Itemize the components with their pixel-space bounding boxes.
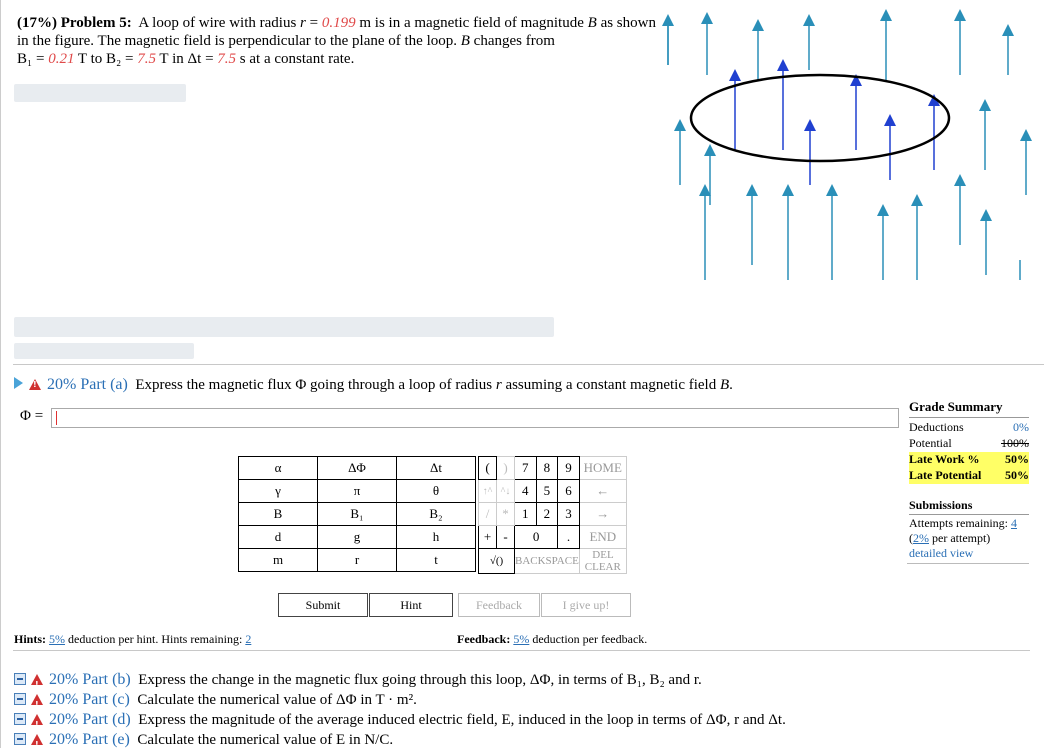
b2-value: 7.5	[137, 51, 156, 67]
divider	[13, 364, 1044, 365]
part-e-row[interactable]	[14, 730, 786, 750]
key-1[interactable]: 1	[515, 503, 537, 526]
part-e-text: Calculate the numerical value of E in N/C.	[137, 732, 394, 748]
parts-list	[14, 670, 786, 750]
r-symbol: r	[495, 377, 502, 393]
key-m[interactable]: m	[239, 549, 318, 572]
key-3[interactable]: 3	[558, 503, 580, 526]
b1-value: 0.21	[48, 51, 75, 67]
feedback-percent[interactable]: 5%	[513, 632, 530, 646]
late-potential-row	[909, 468, 1029, 484]
deductions-label: Deductions	[909, 420, 964, 434]
key-divide[interactable]: /	[479, 503, 497, 526]
deductions-value: 0%	[1013, 420, 1029, 434]
variable-keypad	[238, 456, 476, 572]
expand-arrow-icon[interactable]	[14, 377, 23, 389]
field-lines-inside	[735, 65, 934, 185]
key-h[interactable]: h	[397, 526, 476, 549]
key-multiply[interactable]: *	[497, 503, 515, 526]
key-b1[interactable]: B₁	[318, 503, 397, 526]
hints-remaining: 2	[245, 632, 252, 646]
problem-text: as shown in the figure. The magnetic field is perpendicular to the plane of the loop.	[17, 15, 656, 49]
submissions-title: Submissions	[909, 498, 1029, 515]
per-attempt-text: per attempt)	[932, 531, 991, 545]
attempts-row	[909, 516, 1029, 531]
wire-loop	[691, 75, 949, 161]
key-del-clear[interactable]	[579, 549, 626, 574]
key-g[interactable]: g	[318, 526, 397, 549]
r-symbol: r	[300, 15, 306, 31]
attempts-label: Attempts remaining:	[909, 516, 1008, 530]
key-left-arrow[interactable]: ←	[579, 480, 626, 503]
warning-icon	[31, 714, 43, 725]
part-a-text: Express the magnetic flux Φ going through a loop of radius	[135, 377, 493, 393]
per-attempt-row: (2% per attempt)	[909, 531, 991, 545]
problem-statement: (17%) Problem 5: A loop of wire with radius r = 0.199 m is in a magnetic field of magnitude B as shown in the figure. The magnetic field is perpendicular to the plane of the loop. B changes from B₁ = 0.21 T to B₂ = 7.5 T in Δt = 7.5 s at a constant rate.	[17, 15, 656, 67]
redacted-text	[14, 317, 554, 337]
collapse-icon[interactable]	[14, 713, 26, 725]
key-d[interactable]: d	[239, 526, 318, 549]
attempts-value: 4	[1010, 516, 1017, 530]
answer-input[interactable]	[51, 408, 899, 428]
part-a-percent: 20% Part (a)	[47, 376, 128, 393]
potential-row	[909, 436, 1029, 452]
potential-label: Potential	[909, 436, 952, 450]
key-delta-phi[interactable]: ΔΦ	[318, 457, 397, 480]
hints-text: deduction per hint. Hints remaining:	[68, 632, 243, 646]
key-4[interactable]: 4	[515, 480, 537, 503]
warning-icon	[29, 379, 41, 390]
key-b2[interactable]: B₂	[397, 503, 476, 526]
hints-label: Hints:	[14, 632, 47, 646]
part-c-row[interactable]	[14, 690, 786, 710]
key-clear[interactable]: CLEAR	[584, 561, 621, 573]
feedback-info	[457, 632, 647, 647]
key-open-paren[interactable]: (	[479, 457, 497, 480]
b2-symbol: B₂	[106, 51, 122, 67]
part-d-percent: 20% Part (d)	[49, 711, 131, 728]
key-decimal[interactable]: .	[558, 526, 580, 549]
grade-summary	[909, 399, 1029, 561]
feedback-text: deduction per feedback.	[532, 632, 648, 646]
hint-button[interactable]: Hint	[369, 593, 453, 617]
collapse-icon[interactable]	[14, 673, 26, 685]
part-b-text: Express the change in the magnetic flux going through this loop, ΔΦ, in terms of B₁, B₂ and r.	[138, 672, 702, 688]
key-superscript-down[interactable]: ^↓	[497, 480, 515, 503]
divider	[13, 650, 1030, 651]
magnetic-field-figure	[660, 0, 1044, 290]
key-minus[interactable]: -	[497, 526, 515, 549]
problem-text: s at a constant rate.	[236, 51, 355, 67]
part-c-text: Calculate the numerical value of ΔΦ in T · m².	[137, 692, 417, 708]
redacted-text	[14, 343, 194, 359]
late-work-label: Late Work %	[909, 452, 980, 466]
potential-value: 100%	[1001, 436, 1029, 450]
b-symbol: B	[719, 377, 730, 393]
key-6[interactable]: 6	[558, 480, 580, 503]
radius-value: 0.199	[321, 15, 356, 31]
per-attempt-percent[interactable]: 2%	[913, 531, 929, 545]
key-7[interactable]: 7	[515, 457, 537, 480]
detailed-view-link[interactable]: detailed view	[909, 546, 974, 560]
part-d-row[interactable]	[14, 710, 786, 730]
submit-button[interactable]: Submit	[278, 593, 368, 617]
dt-symbol: Δt	[187, 51, 202, 67]
key-close-paren[interactable]: )	[497, 457, 515, 480]
key-alpha[interactable]: α	[239, 457, 318, 480]
b1-symbol: B₁	[17, 51, 33, 67]
key-home[interactable]: HOME	[579, 457, 626, 480]
warning-icon	[31, 694, 43, 705]
warning-icon	[31, 734, 43, 745]
field-lines	[668, 15, 1026, 280]
key-r[interactable]: r	[318, 549, 397, 572]
part-b-row[interactable]	[14, 670, 786, 690]
key-theta[interactable]: θ	[397, 480, 476, 503]
problem-text: T to	[74, 51, 106, 67]
b-symbol: B	[460, 33, 470, 49]
grade-divider	[907, 563, 1029, 564]
part-a-text: assuming a constant magnetic field	[505, 377, 717, 393]
text-cursor	[56, 411, 57, 425]
key-8[interactable]: 8	[536, 457, 558, 480]
part-b-percent: 20% Part (b)	[49, 671, 131, 688]
dt-value: 7.5	[217, 51, 237, 67]
key-delta-t[interactable]: Δt	[397, 457, 476, 480]
key-t[interactable]: t	[397, 549, 476, 572]
problem-text: A loop of wire with radius	[138, 15, 297, 31]
part-e-percent: 20% Part (e)	[49, 731, 130, 748]
part-a-header[interactable]	[14, 376, 733, 394]
collapse-icon[interactable]	[14, 733, 26, 745]
key-superscript-up[interactable]: ↑^	[479, 480, 497, 503]
feedback-label: Feedback:	[457, 632, 511, 646]
redacted-text	[14, 84, 186, 102]
key-2[interactable]: 2	[536, 503, 558, 526]
part-c-percent: 20% Part (c)	[49, 691, 130, 708]
key-del[interactable]: DEL	[592, 549, 614, 561]
collapse-icon[interactable]	[14, 693, 26, 705]
key-sqrt[interactable]: √()	[479, 549, 515, 574]
deductions-row	[909, 420, 1029, 436]
key-b[interactable]: B	[239, 503, 318, 526]
equals: =	[305, 15, 322, 31]
b-symbol: B	[587, 15, 597, 31]
key-gamma[interactable]: γ	[239, 480, 318, 503]
key-plus[interactable]: +	[479, 526, 497, 549]
key-pi[interactable]: π	[318, 480, 397, 503]
key-0[interactable]: 0	[515, 526, 558, 549]
key-end[interactable]: END	[579, 526, 626, 549]
feedback-button[interactable]: Feedback	[458, 593, 540, 617]
phi-label: Φ =	[20, 408, 44, 424]
part-d-text: Express the magnitude of the average induced electric field, E, induced in the loop in terms of ΔΦ, r and Δt.	[138, 712, 786, 728]
late-work-value: 50%	[1005, 452, 1029, 466]
key-backspace[interactable]: BACKSPACE	[515, 549, 580, 574]
problem-heading: (17%) Problem 5:	[17, 15, 132, 31]
numeric-keypad	[478, 456, 627, 574]
warning-icon	[31, 674, 43, 685]
key-right-arrow[interactable]: →	[579, 503, 626, 526]
grade-summary-title: Grade Summary	[909, 399, 1029, 418]
late-potential-value: 50%	[1005, 468, 1029, 482]
period: .	[729, 377, 733, 393]
key-5[interactable]: 5	[536, 480, 558, 503]
give-up-button[interactable]: I give up!	[541, 593, 631, 617]
hints-percent[interactable]: 5%	[49, 632, 66, 646]
hints-info	[14, 632, 251, 647]
late-potential-label: Late Potential	[909, 468, 982, 482]
problem-text: T in	[155, 51, 188, 67]
problem-text: changes from	[473, 33, 555, 49]
key-9[interactable]: 9	[558, 457, 580, 480]
late-work-row	[909, 452, 1029, 468]
left-border	[0, 0, 1, 748]
problem-text: m is in a magnetic field of magnitude	[355, 15, 584, 31]
